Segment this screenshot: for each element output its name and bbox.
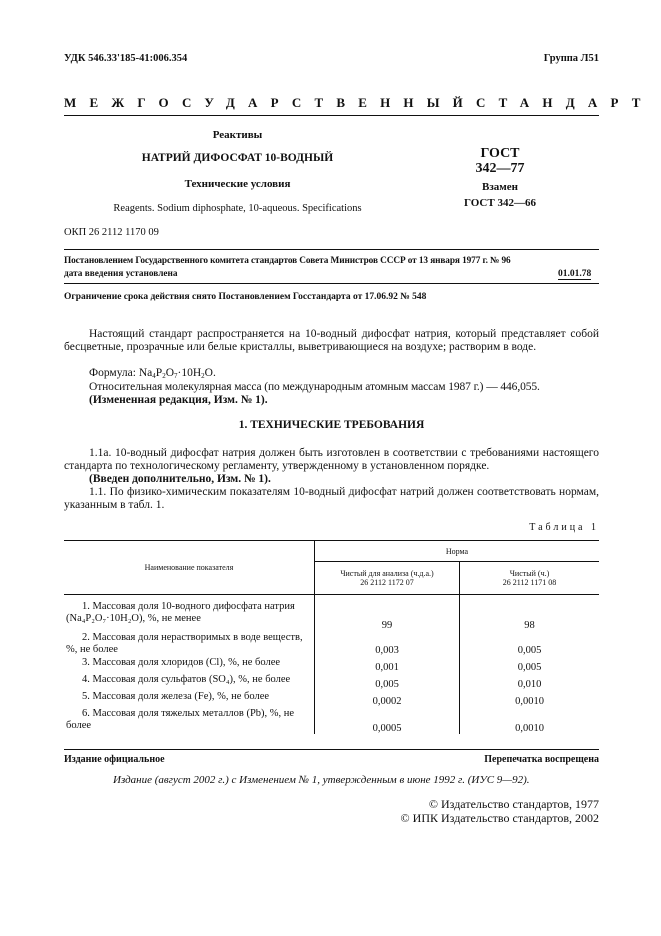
section-title: 1. ТЕХНИЧЕСКИЕ ТРЕБОВАНИЯ: [238, 419, 425, 431]
replaces-label: Взамен: [482, 181, 518, 193]
value-pure: 98: [460, 595, 600, 632]
formula-o: O: [165, 367, 174, 379]
table-row: [64, 595, 599, 632]
gost-label: ГОСТ: [480, 146, 520, 161]
indicator-name: 4. Массовая доля сульфатов (SO₄), %, не более: [82, 674, 291, 685]
group-code: Группа Л51: [543, 53, 599, 64]
okp-code: ОКП 26 2112 1170 09: [64, 227, 159, 238]
formula-water: ·10H: [177, 367, 202, 379]
banner-word: МЕЖГОСУДАРСТВЕННЫЙ: [64, 95, 476, 110]
indicator-name: 2. Массовая доля нерастворимых в воде веществ, %, не более: [66, 632, 303, 655]
column-header-pure-analysis-title: Чистый для анализа (ч.д.а.): [340, 569, 434, 578]
formula-p-sub: 2: [162, 372, 166, 380]
banner-word: СТАНДАРТ: [476, 95, 654, 110]
edition-note: Издание (август 2002 г.) с Изменением № 1, утвержденным в июне 1992 г. (ИУС 9—92).: [113, 774, 530, 786]
value-pure-analysis: 0,005: [315, 673, 460, 690]
table-row: [64, 673, 599, 690]
value-pure: 0,0010: [460, 707, 600, 734]
banner-rule: [64, 115, 599, 116]
table-row: [64, 656, 599, 673]
value-pure: 0,005: [460, 631, 600, 656]
indicator-name: 5. Массовая доля железа (Fe), %, не более: [82, 691, 270, 702]
decree-line: Постановлением Государственного комитета стандартов Совета Министров СССР от 13 января 1977 г. № 96: [64, 256, 511, 266]
clause-1-1a: 1.1а. 10-водный дифосфат натрия должен быть изготовлен в соответствии с требованиями настоящего стандарта по технологическому регламенту, утвержденному в установленном порядке.: [64, 447, 599, 472]
molecular-mass: Относительная молекулярная масса (по международным атомным массам 1987 г.) — 446,055.: [89, 381, 540, 393]
value-pure-analysis: 0,0005: [315, 707, 460, 734]
indicator-name: 6. Массовая доля тяжелых металлов (Pb), %, не более: [66, 708, 295, 731]
column-header-pure-title: Чистый (ч.): [509, 569, 550, 578]
title-rule: [64, 249, 599, 250]
formula-p: P: [155, 367, 163, 379]
table-row: [64, 707, 599, 734]
clause-1-1a-note: (Введен дополнительно, Изм. № 1).: [89, 473, 271, 485]
clause-1-1: 1.1. По физико-химическим показателям 10-водный дифосфат натрий должен соответствовать нормам, указанным в табл. 1.: [64, 486, 599, 511]
formula-na-sub: 4: [152, 372, 156, 380]
indicator-name: 1. Массовая доля 10-водного дифосфата натрия (Na₄P₂O₇·10H₂O), %, не менее: [66, 601, 295, 624]
formula-label: Формула:: [89, 367, 139, 379]
category: Реактивы: [212, 129, 263, 141]
table-row: [64, 690, 599, 707]
formula-o-sub: 7: [174, 372, 178, 380]
intro-paragraph: Настоящий стандарт распространяется на 10-водный дифосфат натрия, который представляет собой бесцветные, прозрачные или белые кристаллы, выветривающиеся на воздухе; растворим в воде.: [64, 328, 599, 353]
column-header-pure-code: 26 2112 1171 08: [502, 578, 557, 587]
decree-date-label: дата введения установлена: [64, 269, 178, 279]
standard-banner: [64, 95, 654, 111]
copyright-2002: © ИПК Издательство стандартов, 2002: [400, 811, 599, 825]
value-pure-analysis: 99: [315, 595, 460, 632]
copyright-1977: © Издательство стандартов, 1977: [428, 797, 599, 811]
requirements-table: [64, 540, 599, 734]
formula-water-sub: 2: [201, 372, 205, 380]
formula-end: O.: [204, 367, 216, 379]
column-header-pure-analysis-code: 26 2112 1172 07: [360, 578, 414, 587]
document-title: НАТРИЙ ДИФОСФАТ 10-ВОДНЫЙ: [141, 152, 334, 164]
replaces-standard: ГОСТ 342—66: [464, 197, 536, 209]
edit-note: (Измененная редакция, Изм. № 1).: [89, 394, 268, 406]
formula-line: [64, 367, 599, 380]
column-header-pure-analysis: [315, 562, 460, 595]
value-pure: 0,010: [460, 673, 600, 690]
indicator-name: 3. Массовая доля хлоридов (Cl), %, не более: [82, 657, 281, 668]
gost-number: 342—77: [475, 161, 525, 176]
effective-date: 01.01.78: [558, 269, 592, 279]
column-header-norm: Норма: [315, 541, 600, 562]
value-pure: 0,005: [460, 656, 600, 673]
value-pure-analysis: 0,003: [315, 631, 460, 656]
english-title: Reagents. Sodium diphosphate, 10-aqueous. Specifications: [113, 203, 362, 214]
value-pure-analysis: 0,001: [315, 656, 460, 673]
udk-code: УДК 546.33'185-41:006.354: [64, 53, 188, 64]
restriction-note: Ограничение срока действия снято Постановлением Госстандарта от 17.06.92 № 548: [64, 292, 427, 302]
subtitle: Технические условия: [184, 178, 291, 190]
table-caption: Таблица 1: [529, 522, 599, 533]
column-header-pure: [460, 562, 600, 595]
value-pure-analysis: 0,0002: [315, 690, 460, 707]
formula-na: Na: [138, 367, 153, 379]
table-row: [64, 631, 599, 656]
official-edition: Издание официальное: [64, 754, 165, 765]
table-end-rule: [64, 749, 599, 750]
value-pure: 0,0010: [460, 690, 600, 707]
decree-rule: [64, 283, 599, 284]
column-header-name: Наименование показателя: [64, 541, 315, 595]
reprint-prohibited: Перепечатка воспрещена: [484, 754, 599, 765]
